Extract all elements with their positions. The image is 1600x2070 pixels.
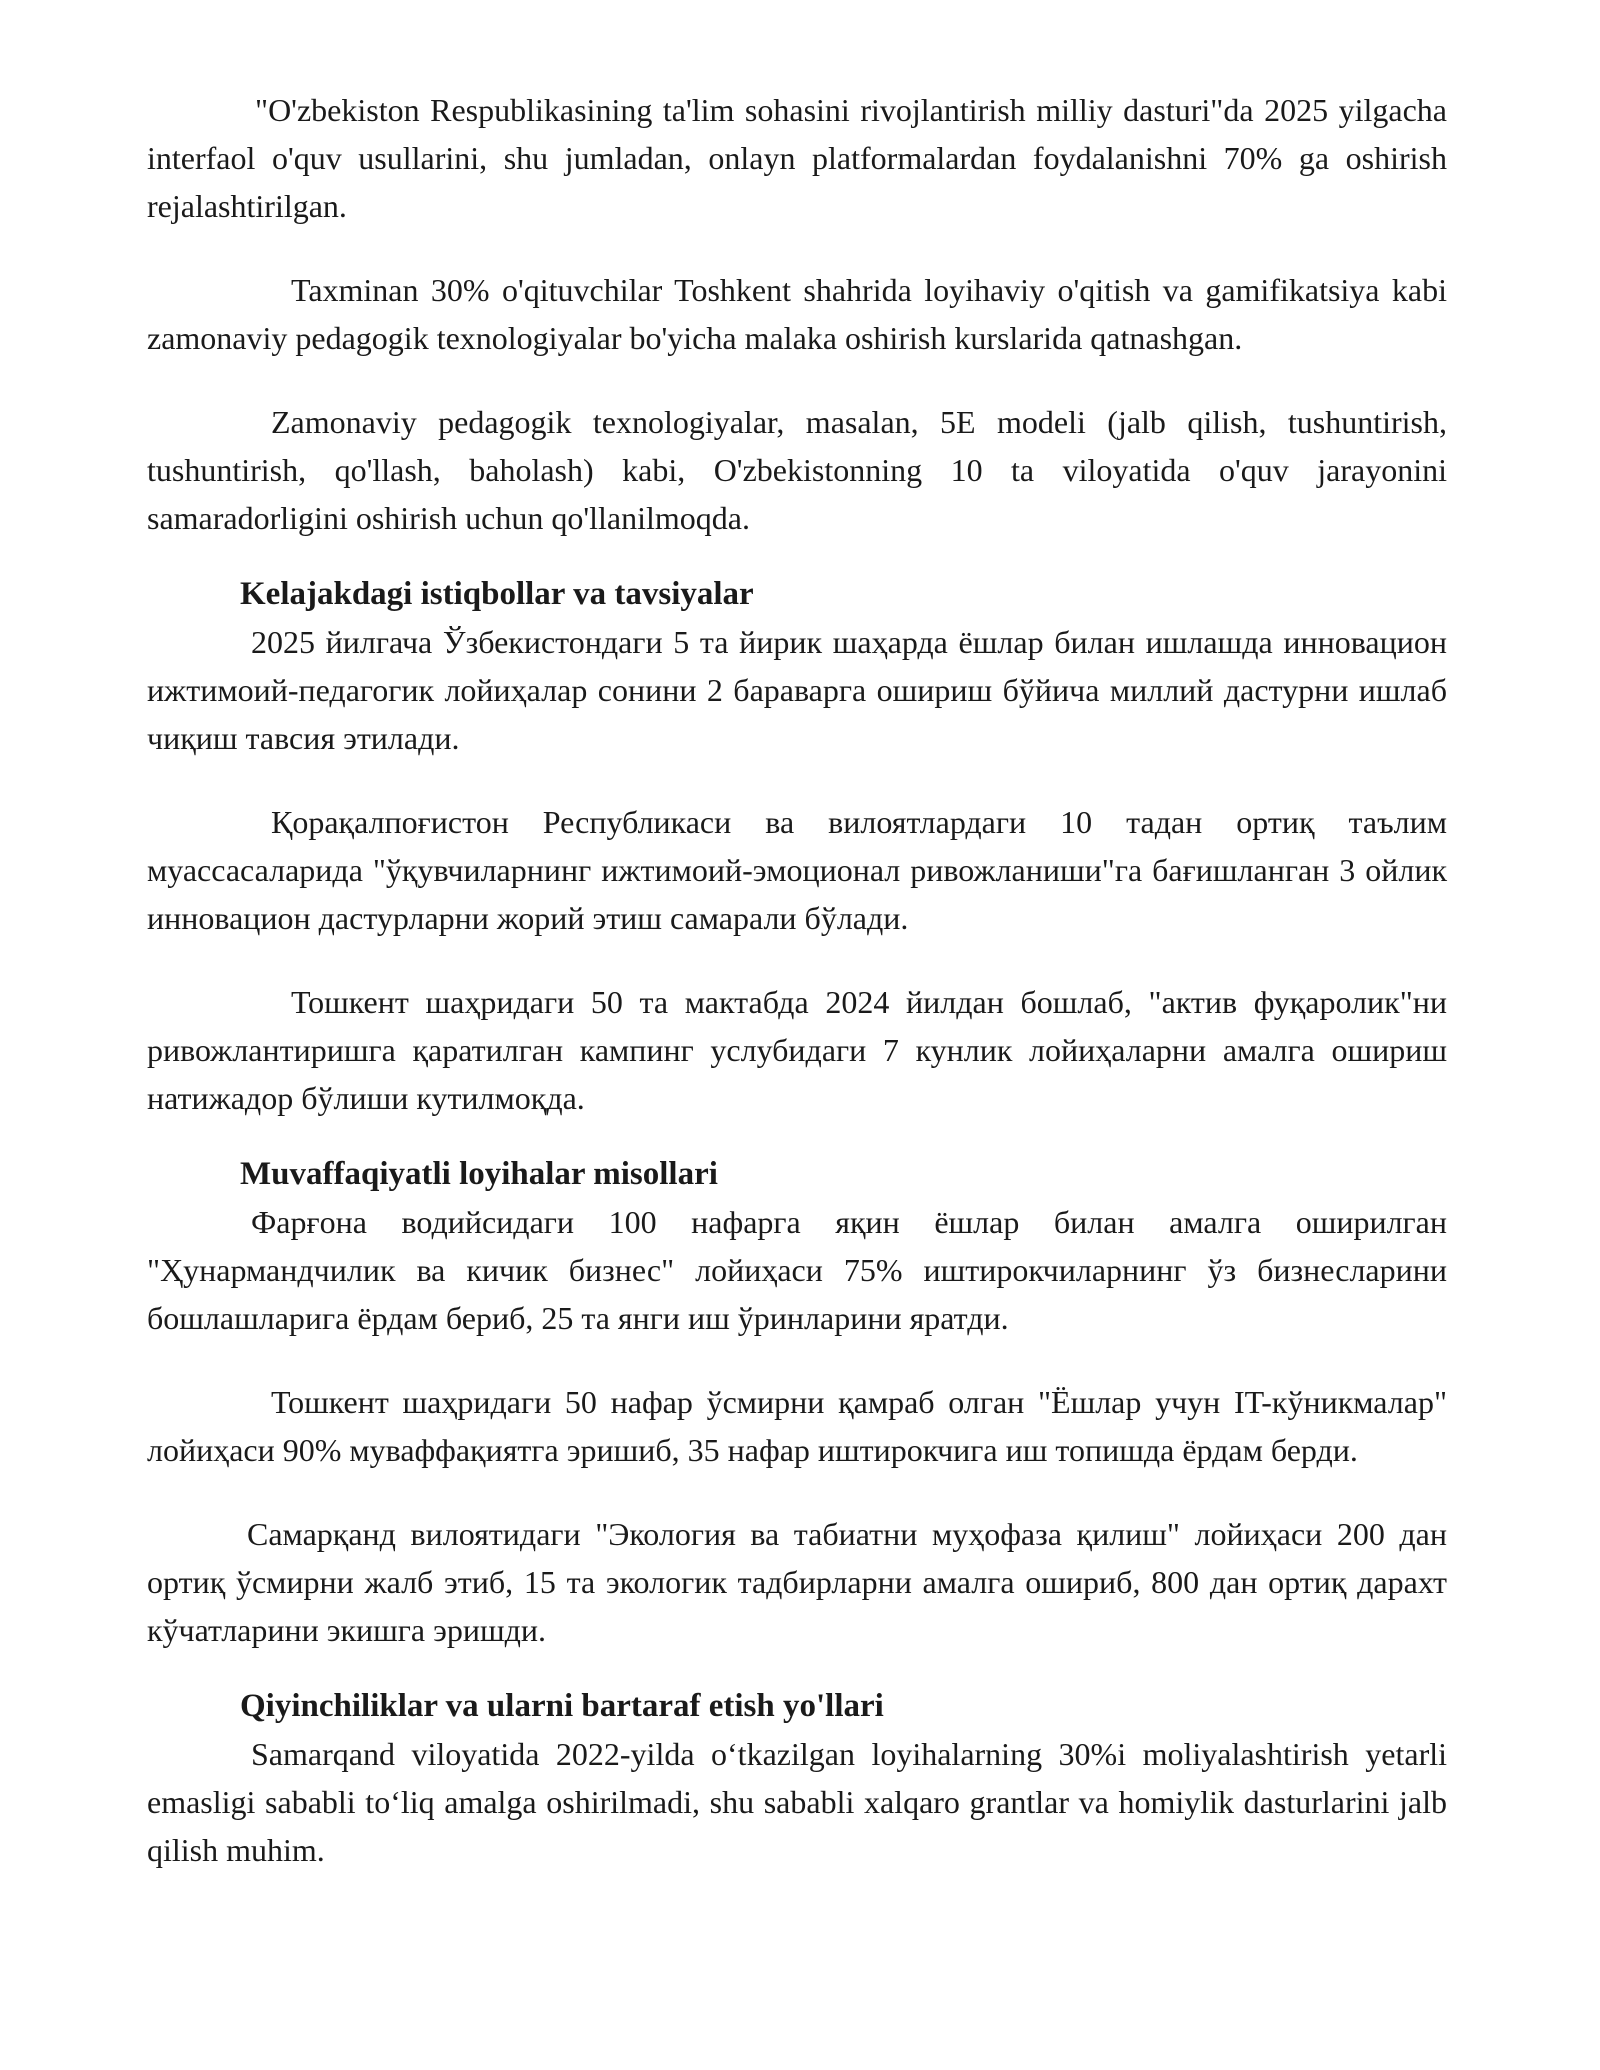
heading-successful-projects: Muvaffaqiyatli loyihalar misollari — [240, 1156, 718, 1192]
paragraph-tashkent-schools: Тошкент шаҳридаги 50 та мактабда 2024 йилдан бошлаб, "актив фуқаролик"ни ривожлантиришга қаратилган кампинг услубидаги 7 кунлик лойиҳаларни амалга ошириш натижадор бўлиши кутилмоқда. — [147, 984, 1447, 1116]
paragraph-national-program: "O'zbekiston Respublikasining ta'lim sohasini rivojlantirish milliy dasturi"da 2025 yilgacha interfaol o'quv usullarini, shu jumladan, onlayn platformalardan foydalanishni 70% ga oshirish rejalashtirilgan. — [147, 92, 1447, 224]
heading-future-prospects: Kelajakdagi istiqbollar va tavsiyalar — [240, 576, 754, 612]
heading-challenges: Qiyinchiliklar va ularni bartaraf etish yo'llari — [240, 1688, 884, 1724]
paragraph-samarkand-funding: Samarqand viloyatida 2022-yilda o‘tkazilgan loyihalarning 30%i moliyalashtirish yetarli emasligi sababli to‘liq amalga oshirilmadi, shu sababli xalqaro grantlar va homiylik dasturlarini jalb qilish muhim. — [147, 1736, 1447, 1868]
paragraph-recommendation-2025: 2025 йилгача Ўзбекистондаги 5 та йирик шаҳарда ёшлар билан ишлашда инновацион ижтимоий-педагогик лойиҳалар сонини 2 бараварга ошириш бўйича миллий дастурни ишлаб чиқиш тавсия этилади. — [147, 624, 1447, 756]
paragraph-ecology-project: Самарқанд вилоятидаги "Экология ва табиатни муҳофаза қилиш" лойиҳаси 200 дан ортиқ ўсмирни жалб этиб, 15 та экологик тадбирларни амалга ошириб, 800 дан ортиқ дарахт кўчатларини экишга эришди. — [147, 1516, 1447, 1648]
paragraph-karakalpakstan: Қорақалпоғистон Республикаси ва вилоятлардаги 10 тадан ортиқ таълим муассасаларида "ўқувчиларнинг ижтимоий-эмоционал ривожланиши"га бағишланган 3 ойлик инновацион дастурларни жорий этиш самарали бўлади. — [147, 804, 1447, 936]
paragraph-fergana-project: Фарғона водийсидаги 100 нафарга яқин ёшлар билан амалга оширилган "Ҳунармандчилик ва кичик бизнес" лойиҳаси 75% иштирокчиларнинг ўз бизнесларини бошлашларига ёрдам бериб, 25 та янги иш ўринларини яратди. — [147, 1204, 1447, 1336]
document-body — [147, 86, 1447, 1874]
paragraph-teachers-training: Taxminan 30% o'qituvchilar Toshkent shahrida loyihaviy o'qitish va gamifikatsiya kabi zamonaviy pedagogik texnologiyalar bo'yicha malaka oshirish kurslarida qatnashgan. — [147, 272, 1447, 356]
paragraph-it-skills-project: Тошкент шаҳридаги 50 нафар ўсмирни қамраб олган "Ёшлар учун IT-кўникмалар" лойиҳаси 90% муваффақиятга эришиб, 35 нафар иштирокчига иш топишда ёрдам берди. — [147, 1384, 1447, 1468]
paragraph-5e-model: Zamonaviy pedagogik texnologiyalar, masalan, 5E modeli (jalb qilish, tushuntirish, tushuntirish, qo'llash, baholash) kabi, O'zbekistonning 10 ta viloyatida o'quv jarayonini samaradorligini oshirish uchun qo'llanilmoqda. — [147, 404, 1447, 536]
